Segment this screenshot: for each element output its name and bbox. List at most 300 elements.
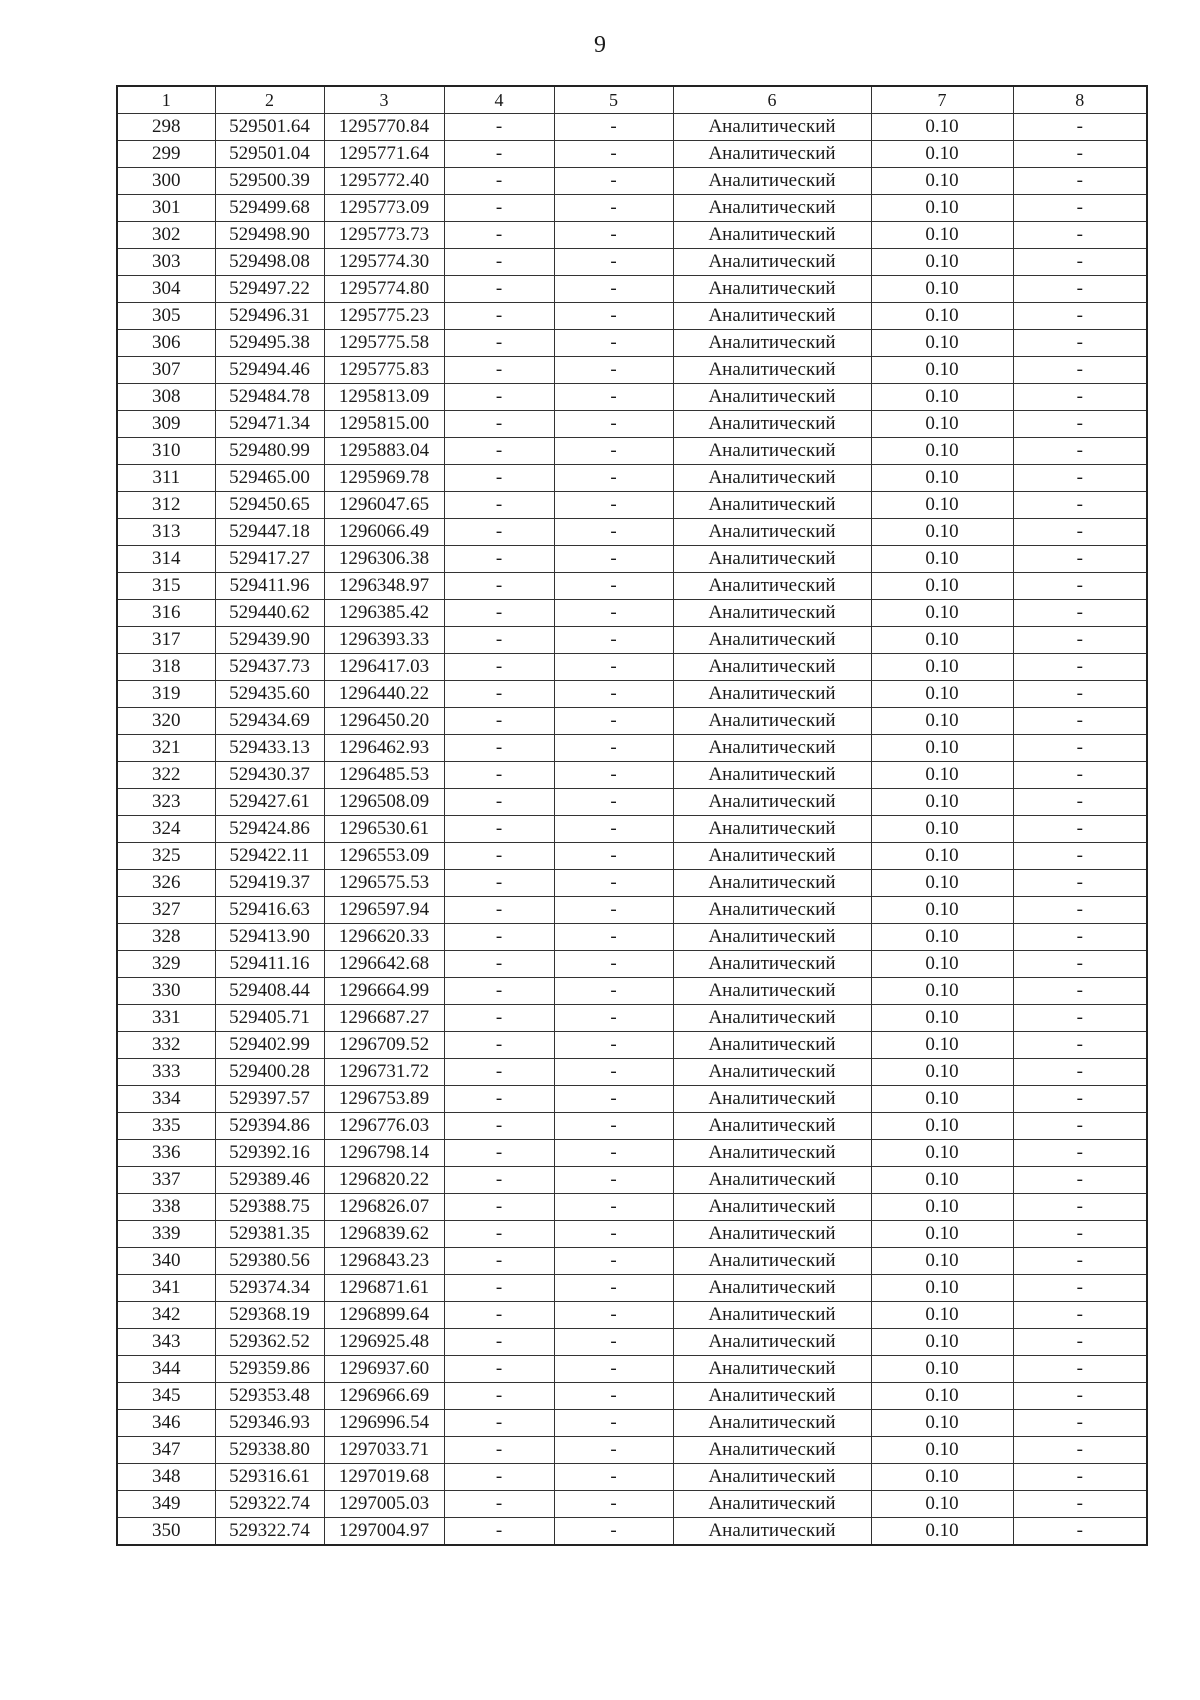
table-row xyxy=(117,249,1147,276)
point-number-cell: 313 xyxy=(117,519,215,546)
y-coordinate-cell: 1295774.80 xyxy=(324,276,444,303)
accuracy-cell: 0.10 xyxy=(871,1491,1013,1518)
accuracy-cell: 0.10 xyxy=(871,276,1013,303)
x-coordinate-cell: 529434.69 xyxy=(215,708,324,735)
x-coordinate-cell: 529394.86 xyxy=(215,1113,324,1140)
col-4-cell: - xyxy=(444,816,554,843)
accuracy-cell: 0.10 xyxy=(871,492,1013,519)
y-coordinate-cell: 1295770.84 xyxy=(324,114,444,141)
point-number-cell: 338 xyxy=(117,1194,215,1221)
x-coordinate-cell: 529471.34 xyxy=(215,411,324,438)
col-4-cell: - xyxy=(444,1221,554,1248)
point-number-cell: 305 xyxy=(117,303,215,330)
point-number-cell: 345 xyxy=(117,1383,215,1410)
accuracy-cell: 0.10 xyxy=(871,735,1013,762)
col-accuracy-header: 7 xyxy=(871,86,1013,114)
table-row xyxy=(117,600,1147,627)
y-coordinate-cell: 1296996.54 xyxy=(324,1410,444,1437)
y-coordinate-cell: 1297005.03 xyxy=(324,1491,444,1518)
y-coordinate-cell: 1296530.61 xyxy=(324,816,444,843)
x-coordinate-cell: 529411.96 xyxy=(215,573,324,600)
method-cell: Аналитический xyxy=(673,222,871,249)
x-coordinate-cell: 529419.37 xyxy=(215,870,324,897)
y-coordinate-cell: 1296440.22 xyxy=(324,681,444,708)
col-8-cell: - xyxy=(1013,114,1147,141)
col-5-cell: - xyxy=(554,1383,673,1410)
y-coordinate-cell: 1296462.93 xyxy=(324,735,444,762)
method-cell: Аналитический xyxy=(673,303,871,330)
col-8-cell: - xyxy=(1013,897,1147,924)
col-8-cell: - xyxy=(1013,1302,1147,1329)
method-cell: Аналитический xyxy=(673,816,871,843)
y-coordinate-cell: 1296066.49 xyxy=(324,519,444,546)
y-coordinate-cell: 1296753.89 xyxy=(324,1086,444,1113)
col-4-cell: - xyxy=(444,870,554,897)
x-coordinate-cell: 529439.90 xyxy=(215,627,324,654)
col-8-cell: - xyxy=(1013,492,1147,519)
col-4-cell: - xyxy=(444,1464,554,1491)
x-coordinate-cell: 529440.62 xyxy=(215,600,324,627)
x-coordinate-cell: 529499.68 xyxy=(215,195,324,222)
col-8-cell: - xyxy=(1013,1356,1147,1383)
table-row xyxy=(117,1167,1147,1194)
col-4-cell: - xyxy=(444,276,554,303)
table-row xyxy=(117,222,1147,249)
table-row xyxy=(117,546,1147,573)
y-coordinate-cell: 1296385.42 xyxy=(324,600,444,627)
col-4-cell: - xyxy=(444,762,554,789)
x-coordinate-cell: 529424.86 xyxy=(215,816,324,843)
table-row xyxy=(117,1302,1147,1329)
col-4-cell: - xyxy=(444,1248,554,1275)
col-8-cell: - xyxy=(1013,816,1147,843)
col-5-cell: - xyxy=(554,627,673,654)
point-number-cell: 329 xyxy=(117,951,215,978)
col-4-cell: - xyxy=(444,708,554,735)
col-5-cell: - xyxy=(554,1248,673,1275)
col-4-cell: - xyxy=(444,438,554,465)
x-coordinate-cell: 529498.08 xyxy=(215,249,324,276)
method-cell: Аналитический xyxy=(673,519,871,546)
point-number-cell: 330 xyxy=(117,978,215,1005)
x-coordinate-cell: 529408.44 xyxy=(215,978,324,1005)
method-cell: Аналитический xyxy=(673,114,871,141)
col-4-header: 4 xyxy=(444,86,554,114)
point-number-cell: 310 xyxy=(117,438,215,465)
x-coordinate-cell: 529433.13 xyxy=(215,735,324,762)
accuracy-cell: 0.10 xyxy=(871,1383,1013,1410)
x-coordinate-cell: 529501.04 xyxy=(215,141,324,168)
col-8-cell: - xyxy=(1013,141,1147,168)
col-8-cell: - xyxy=(1013,519,1147,546)
col-8-cell: - xyxy=(1013,1194,1147,1221)
table-row xyxy=(117,951,1147,978)
col-5-cell: - xyxy=(554,519,673,546)
col-8-cell: - xyxy=(1013,600,1147,627)
table-row xyxy=(117,492,1147,519)
point-number-cell: 336 xyxy=(117,1140,215,1167)
y-coordinate-cell: 1297033.71 xyxy=(324,1437,444,1464)
table-row xyxy=(117,438,1147,465)
point-number-cell: 319 xyxy=(117,681,215,708)
table-row xyxy=(117,1518,1147,1546)
col-5-cell: - xyxy=(554,1086,673,1113)
point-number-cell: 340 xyxy=(117,1248,215,1275)
x-coordinate-cell: 529346.93 xyxy=(215,1410,324,1437)
col-8-cell: - xyxy=(1013,573,1147,600)
y-coordinate-cell: 1296306.38 xyxy=(324,546,444,573)
col-8-cell: - xyxy=(1013,168,1147,195)
col-4-cell: - xyxy=(444,789,554,816)
point-number-cell: 331 xyxy=(117,1005,215,1032)
x-coordinate-cell: 529381.35 xyxy=(215,1221,324,1248)
col-4-cell: - xyxy=(444,465,554,492)
table-row xyxy=(117,708,1147,735)
method-cell: Аналитический xyxy=(673,1518,871,1546)
x-coordinate-cell: 529359.86 xyxy=(215,1356,324,1383)
col-8-cell: - xyxy=(1013,924,1147,951)
coordinates-table xyxy=(116,85,1148,1546)
table-row xyxy=(117,465,1147,492)
accuracy-cell: 0.10 xyxy=(871,924,1013,951)
col-8-cell: - xyxy=(1013,384,1147,411)
point-number-cell: 346 xyxy=(117,1410,215,1437)
y-coordinate-cell: 1296826.07 xyxy=(324,1194,444,1221)
table-row xyxy=(117,1410,1147,1437)
method-cell: Аналитический xyxy=(673,411,871,438)
point-number-cell: 328 xyxy=(117,924,215,951)
method-cell: Аналитический xyxy=(673,1437,871,1464)
point-number-cell: 324 xyxy=(117,816,215,843)
col-5-cell: - xyxy=(554,1302,673,1329)
col-5-cell: - xyxy=(554,1275,673,1302)
x-coordinate-cell: 529484.78 xyxy=(215,384,324,411)
x-coordinate-cell: 529447.18 xyxy=(215,519,324,546)
table-row xyxy=(117,654,1147,681)
y-coordinate-cell: 1296966.69 xyxy=(324,1383,444,1410)
col-8-cell: - xyxy=(1013,303,1147,330)
point-number-cell: 309 xyxy=(117,411,215,438)
y-coordinate-cell: 1295771.64 xyxy=(324,141,444,168)
table-row xyxy=(117,924,1147,951)
col-5-cell: - xyxy=(554,438,673,465)
table-body xyxy=(117,114,1147,1546)
method-cell: Аналитический xyxy=(673,438,871,465)
method-cell: Аналитический xyxy=(673,249,871,276)
table-row xyxy=(117,897,1147,924)
y-coordinate-cell: 1296839.62 xyxy=(324,1221,444,1248)
accuracy-cell: 0.10 xyxy=(871,1140,1013,1167)
point-number-cell: 339 xyxy=(117,1221,215,1248)
y-coordinate-cell: 1297004.97 xyxy=(324,1518,444,1546)
y-coordinate-cell: 1296843.23 xyxy=(324,1248,444,1275)
method-cell: Аналитический xyxy=(673,1005,871,1032)
point-number-cell: 299 xyxy=(117,141,215,168)
col-5-cell: - xyxy=(554,870,673,897)
x-coordinate-cell: 529430.37 xyxy=(215,762,324,789)
col-8-cell: - xyxy=(1013,411,1147,438)
col-8-cell: - xyxy=(1013,1275,1147,1302)
col-5-cell: - xyxy=(554,1032,673,1059)
table-row xyxy=(117,519,1147,546)
accuracy-cell: 0.10 xyxy=(871,330,1013,357)
method-cell: Аналитический xyxy=(673,735,871,762)
method-cell: Аналитический xyxy=(673,276,871,303)
method-cell: Аналитический xyxy=(673,357,871,384)
col-5-cell: - xyxy=(554,681,673,708)
y-coordinate-cell: 1296798.14 xyxy=(324,1140,444,1167)
col-4-cell: - xyxy=(444,1086,554,1113)
col-8-cell: - xyxy=(1013,1167,1147,1194)
x-coordinate-cell: 529450.65 xyxy=(215,492,324,519)
method-cell: Аналитический xyxy=(673,1464,871,1491)
method-cell: Аналитический xyxy=(673,1032,871,1059)
col-8-cell: - xyxy=(1013,222,1147,249)
col-4-cell: - xyxy=(444,1113,554,1140)
x-coordinate-cell: 529374.34 xyxy=(215,1275,324,1302)
point-number-cell: 348 xyxy=(117,1464,215,1491)
table-row xyxy=(117,1140,1147,1167)
table-row xyxy=(117,1437,1147,1464)
table-row xyxy=(117,1221,1147,1248)
method-cell: Аналитический xyxy=(673,762,871,789)
x-coordinate-cell: 529368.19 xyxy=(215,1302,324,1329)
y-coordinate-cell: 1296937.60 xyxy=(324,1356,444,1383)
method-cell: Аналитический xyxy=(673,546,871,573)
x-coordinate-cell: 529353.48 xyxy=(215,1383,324,1410)
x-coordinate-cell: 529322.74 xyxy=(215,1518,324,1546)
col-5-cell: - xyxy=(554,1437,673,1464)
col-5-cell: - xyxy=(554,1005,673,1032)
col-4-cell: - xyxy=(444,1437,554,1464)
col-8-cell: - xyxy=(1013,978,1147,1005)
y-coordinate-cell: 1296485.53 xyxy=(324,762,444,789)
accuracy-cell: 0.10 xyxy=(871,1302,1013,1329)
method-cell: Аналитический xyxy=(673,1410,871,1437)
point-number-cell: 350 xyxy=(117,1518,215,1546)
method-cell: Аналитический xyxy=(673,330,871,357)
col-5-cell: - xyxy=(554,1410,673,1437)
y-coordinate-cell: 1296047.65 xyxy=(324,492,444,519)
col-4-cell: - xyxy=(444,897,554,924)
col-4-cell: - xyxy=(444,1032,554,1059)
table-row xyxy=(117,1383,1147,1410)
accuracy-cell: 0.10 xyxy=(871,357,1013,384)
x-coordinate-cell: 529397.57 xyxy=(215,1086,324,1113)
y-coordinate-cell: 1296820.22 xyxy=(324,1167,444,1194)
col-4-cell: - xyxy=(444,1194,554,1221)
col-5-cell: - xyxy=(554,168,673,195)
x-coordinate-cell: 529338.80 xyxy=(215,1437,324,1464)
accuracy-cell: 0.10 xyxy=(871,681,1013,708)
col-4-cell: - xyxy=(444,1059,554,1086)
table-row xyxy=(117,1491,1147,1518)
col-point-number-header: 1 xyxy=(117,86,215,114)
y-coordinate-cell: 1296664.99 xyxy=(324,978,444,1005)
point-number-cell: 317 xyxy=(117,627,215,654)
accuracy-cell: 0.10 xyxy=(871,573,1013,600)
page-number: 9 xyxy=(594,32,606,58)
col-5-cell: - xyxy=(554,357,673,384)
col-8-cell: - xyxy=(1013,1059,1147,1086)
y-coordinate-cell: 1297019.68 xyxy=(324,1464,444,1491)
col-5-cell: - xyxy=(554,600,673,627)
accuracy-cell: 0.10 xyxy=(871,168,1013,195)
table-row xyxy=(117,789,1147,816)
method-cell: Аналитический xyxy=(673,1086,871,1113)
col-5-header: 5 xyxy=(554,86,673,114)
accuracy-cell: 0.10 xyxy=(871,870,1013,897)
accuracy-cell: 0.10 xyxy=(871,1059,1013,1086)
accuracy-cell: 0.10 xyxy=(871,249,1013,276)
point-number-cell: 334 xyxy=(117,1086,215,1113)
col-4-cell: - xyxy=(444,978,554,1005)
y-coordinate-cell: 1295883.04 xyxy=(324,438,444,465)
col-4-cell: - xyxy=(444,654,554,681)
table-row xyxy=(117,1464,1147,1491)
col-4-cell: - xyxy=(444,924,554,951)
table-row xyxy=(117,384,1147,411)
point-number-cell: 311 xyxy=(117,465,215,492)
col-4-cell: - xyxy=(444,735,554,762)
table-row xyxy=(117,1275,1147,1302)
accuracy-cell: 0.10 xyxy=(871,708,1013,735)
accuracy-cell: 0.10 xyxy=(871,627,1013,654)
col-y-header: 3 xyxy=(324,86,444,114)
method-cell: Аналитический xyxy=(673,1383,871,1410)
accuracy-cell: 0.10 xyxy=(871,1221,1013,1248)
col-8-cell: - xyxy=(1013,330,1147,357)
y-coordinate-cell: 1295772.40 xyxy=(324,168,444,195)
col-5-cell: - xyxy=(554,1113,673,1140)
col-5-cell: - xyxy=(554,951,673,978)
accuracy-cell: 0.10 xyxy=(871,897,1013,924)
col-5-cell: - xyxy=(554,546,673,573)
x-coordinate-cell: 529362.52 xyxy=(215,1329,324,1356)
accuracy-cell: 0.10 xyxy=(871,1086,1013,1113)
col-5-cell: - xyxy=(554,1167,673,1194)
col-8-cell: - xyxy=(1013,708,1147,735)
col-8-cell: - xyxy=(1013,1383,1147,1410)
accuracy-cell: 0.10 xyxy=(871,1032,1013,1059)
accuracy-cell: 0.10 xyxy=(871,843,1013,870)
y-coordinate-cell: 1296450.20 xyxy=(324,708,444,735)
method-cell: Аналитический xyxy=(673,843,871,870)
method-cell: Аналитический xyxy=(673,1059,871,1086)
x-coordinate-cell: 529435.60 xyxy=(215,681,324,708)
col-5-cell: - xyxy=(554,1221,673,1248)
accuracy-cell: 0.10 xyxy=(871,303,1013,330)
col-5-cell: - xyxy=(554,1140,673,1167)
col-4-cell: - xyxy=(444,114,554,141)
table-row xyxy=(117,735,1147,762)
col-5-cell: - xyxy=(554,762,673,789)
col-4-cell: - xyxy=(444,330,554,357)
table-row xyxy=(117,762,1147,789)
col-5-cell: - xyxy=(554,735,673,762)
x-coordinate-cell: 529422.11 xyxy=(215,843,324,870)
col-4-cell: - xyxy=(444,168,554,195)
col-8-cell: - xyxy=(1013,249,1147,276)
point-number-cell: 349 xyxy=(117,1491,215,1518)
y-coordinate-cell: 1295773.73 xyxy=(324,222,444,249)
point-number-cell: 326 xyxy=(117,870,215,897)
method-cell: Аналитический xyxy=(673,1275,871,1302)
col-x-header: 2 xyxy=(215,86,324,114)
y-coordinate-cell: 1296709.52 xyxy=(324,1032,444,1059)
point-number-cell: 342 xyxy=(117,1302,215,1329)
method-cell: Аналитический xyxy=(673,1221,871,1248)
col-4-cell: - xyxy=(444,303,554,330)
method-cell: Аналитический xyxy=(673,1113,871,1140)
table-row xyxy=(117,411,1147,438)
point-number-cell: 307 xyxy=(117,357,215,384)
y-coordinate-cell: 1295775.23 xyxy=(324,303,444,330)
col-8-cell: - xyxy=(1013,681,1147,708)
accuracy-cell: 0.10 xyxy=(871,654,1013,681)
table-row xyxy=(117,843,1147,870)
col-5-cell: - xyxy=(554,1491,673,1518)
col-4-cell: - xyxy=(444,1410,554,1437)
accuracy-cell: 0.10 xyxy=(871,762,1013,789)
col-5-cell: - xyxy=(554,465,673,492)
y-coordinate-cell: 1296393.33 xyxy=(324,627,444,654)
accuracy-cell: 0.10 xyxy=(871,816,1013,843)
x-coordinate-cell: 529497.22 xyxy=(215,276,324,303)
col-5-cell: - xyxy=(554,222,673,249)
accuracy-cell: 0.10 xyxy=(871,1113,1013,1140)
point-number-cell: 341 xyxy=(117,1275,215,1302)
method-cell: Аналитический xyxy=(673,681,871,708)
accuracy-cell: 0.10 xyxy=(871,114,1013,141)
col-4-cell: - xyxy=(444,141,554,168)
table-row xyxy=(117,330,1147,357)
x-coordinate-cell: 529388.75 xyxy=(215,1194,324,1221)
accuracy-cell: 0.10 xyxy=(871,1410,1013,1437)
table-row xyxy=(117,1113,1147,1140)
col-5-cell: - xyxy=(554,1194,673,1221)
y-coordinate-cell: 1296899.64 xyxy=(324,1302,444,1329)
x-coordinate-cell: 529501.64 xyxy=(215,114,324,141)
method-cell: Аналитический xyxy=(673,654,871,681)
col-4-cell: - xyxy=(444,1518,554,1546)
col-5-cell: - xyxy=(554,411,673,438)
point-number-cell: 320 xyxy=(117,708,215,735)
method-cell: Аналитический xyxy=(673,1302,871,1329)
col-4-cell: - xyxy=(444,1383,554,1410)
method-cell: Аналитический xyxy=(673,1248,871,1275)
col-4-cell: - xyxy=(444,411,554,438)
accuracy-cell: 0.10 xyxy=(871,465,1013,492)
y-coordinate-cell: 1296925.48 xyxy=(324,1329,444,1356)
y-coordinate-cell: 1296871.61 xyxy=(324,1275,444,1302)
y-coordinate-cell: 1296553.09 xyxy=(324,843,444,870)
method-cell: Аналитический xyxy=(673,1356,871,1383)
col-5-cell: - xyxy=(554,816,673,843)
x-coordinate-cell: 529392.16 xyxy=(215,1140,324,1167)
point-number-cell: 344 xyxy=(117,1356,215,1383)
table-header-row xyxy=(117,86,1147,114)
method-cell: Аналитический xyxy=(673,789,871,816)
col-5-cell: - xyxy=(554,654,673,681)
col-4-cell: - xyxy=(444,195,554,222)
method-cell: Аналитический xyxy=(673,1167,871,1194)
col-8-cell: - xyxy=(1013,1329,1147,1356)
col-8-cell: - xyxy=(1013,276,1147,303)
col-8-cell: - xyxy=(1013,1140,1147,1167)
table-row xyxy=(117,141,1147,168)
col-5-cell: - xyxy=(554,1059,673,1086)
